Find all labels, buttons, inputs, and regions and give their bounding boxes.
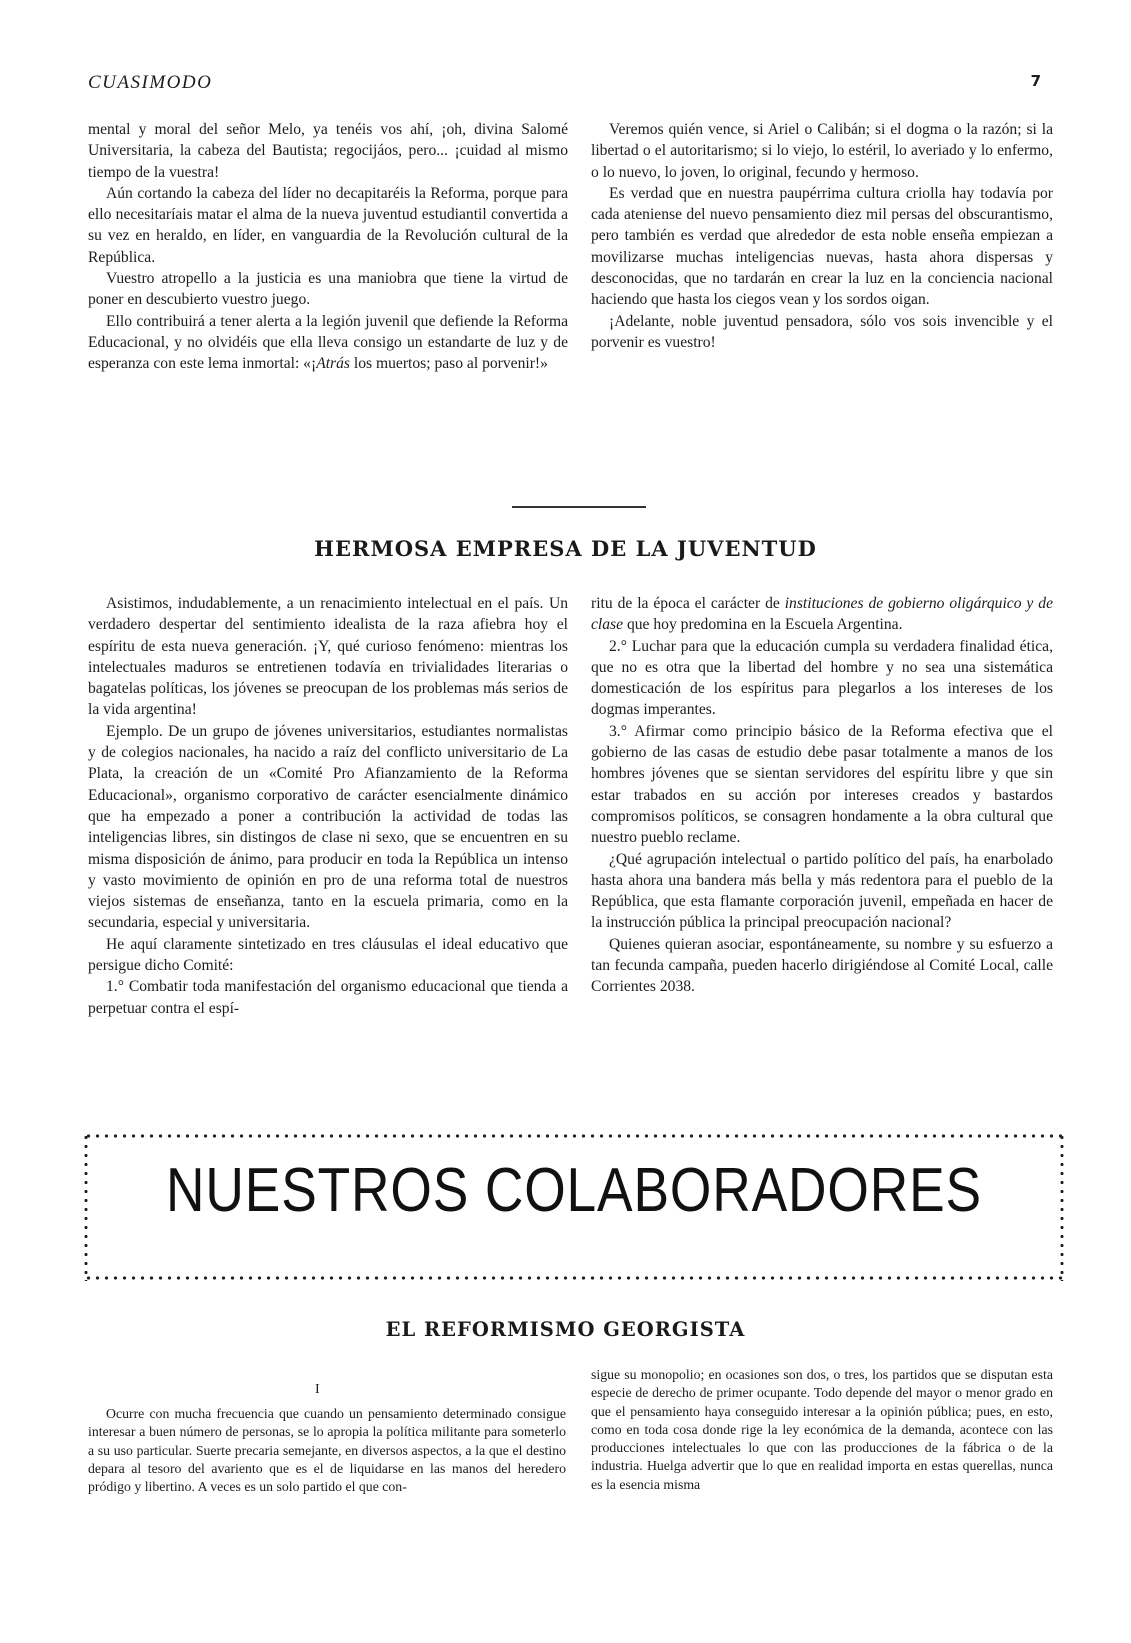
- text-run: que hoy predomina en la Escuela Argentina.: [623, 616, 903, 634]
- paragraph: He aquí claramente sintetizado en tres cláusulas el ideal educativo que persigue dicho Comité:: [88, 935, 568, 975]
- section-numeral: I: [315, 1382, 320, 1397]
- paragraph: mental y moral del señor Melo, ya tenéis vos ahí, ¡oh, divina Salomé Universitaria, la cabeza del Bautista; regocijáos, pero... ¡cuidad al mismo tiempo de la vuestra!: [88, 121, 568, 181]
- paragraph: 1.° Combatir toda manifestación del organismo educacional que tienda a perpetuar contra el espí-: [88, 978, 568, 1017]
- ornamental-border-right: [1060, 1133, 1064, 1281]
- italic-word: Atrás: [316, 355, 350, 373]
- georgista-right-column: [591, 1366, 1053, 1494]
- paragraph: ¡Adelante, noble juventud pensadora, sólo vos sois invencible y el porvenir es vuestro!: [591, 312, 1053, 351]
- banner-title: NUESTROS COLABORADORES: [166, 1156, 982, 1225]
- text-run: ritu de la época el carácter de: [591, 595, 785, 612]
- article-title-juventud: HERMOSA EMPRESA DE LA JUVENTUD: [314, 536, 817, 561]
- ornamental-border-bottom: [84, 1275, 1064, 1281]
- paragraph: sigue su monopolio; en ocasiones son dos, o tres, los partidos que se disputan esta especie de derecho de primer ocupante. Todo depende del mayor o menor grado en que el pensamiento haya conseguido interesar a la opinión pública; pues, en esto, como en toda cosa donde rige la ley económica de la demanda, acontece con las producciones intelectuales lo que con las producciones de la fábrica o de la industria. Huelga advertir que lo que en realidad importa en estas querellas, nunca es la esencia misma: [591, 1367, 1053, 1492]
- paragraph: Ejemplo. De un grupo de jóvenes universitarios, estudiantes normalistas y de colegios nacionales, ha nacido a raíz del conflicto universitario de La Plata, la creación de un «Comité Pro Afianzamiento de la Reforma Educacional», organismo corporativo de carácter esencialmente dinámico que ha empezado a poner a contribución la actividad de todas las inteligencias libres, sin distingos de clase ni sexo, que se encuentren en su misma disposición de ánimo, para producir en toda la República un intenso y vasto movimiento de opinión en pro de una reforma total de nuestros viejos sistemas de enseñanza, tanto en la escuela primaria, como en la secundaria, especial y universitaria.: [88, 722, 568, 932]
- page-number: 7: [1030, 72, 1041, 90]
- paragraph: Asistimos, indudablemente, a un renacimiento intelectual en el país. Un verdadero despertar del sentimiento idealista de la raza afiebra hoy el espíritu de esta nueva generación. ¡Y, qué curioso fenómeno: mientras los intelectuales maduros se entretienen todavía en trivialidades literarias o bagatelas políticas, los jóvenes se preocupan de los problemas más serios de la vida argentina!: [88, 595, 568, 719]
- ornamental-border-left: [84, 1133, 88, 1281]
- paragraph: Vuestro atropello a la justicia es una maniobra que tiene la virtud de poner en descubierto vuestro juego.: [88, 270, 568, 309]
- article-title-georgista: EL REFORMISMO GEORGISTA: [385, 1318, 746, 1341]
- continuation-left-column: [88, 119, 568, 375]
- running-title: CUASIMODO: [88, 72, 213, 93]
- juventud-right-column: [591, 593, 1053, 998]
- page-header: [88, 72, 1043, 96]
- section-separator-rule: [512, 506, 646, 508]
- paragraph: [591, 593, 1053, 636]
- paragraph: [88, 311, 568, 375]
- italic-phrase: instituciones de gobierno oligárquico y de clase: [591, 595, 1053, 634]
- georgista-left-column: [88, 1405, 566, 1496]
- juventud-left-column: [88, 593, 568, 1019]
- ornamental-border-top: [84, 1133, 1064, 1139]
- paragraph: Ocurre con mucha frecuencia que cuando un pensamiento determinado consigue interesar a buen número de personas, se lo apropia la política militante para someterlo a su uso particular. Suerte precaria semejante, en diversos aspectos, a la que el destino depara al tesoro del avariento que es el de liquidarse en las manos del heredero pródigo y libertino. A veces es un solo partido el que con-: [88, 1406, 566, 1495]
- paragraph: Aún cortando la cabeza del líder no decapitaréis la Reforma, porque para ello necesitaríais matar el alma de la nueva juventud estudiantil convertida a su vez en heraldo, en líder, en vanguardia de la Revolución cultural de la República.: [88, 184, 568, 266]
- paragraph: Quienes quieran asociar, espontáneamente, su nombre y su esfuerzo a tan fecunda campaña, pueden hacerlo dirigiéndose al Comité Local, calle Corrientes 2038.: [591, 935, 1053, 996]
- paragraph: Es verdad que en nuestra paupérrima cultura criolla hay todavía por cada ateniense del nuevo pensamiento diez mil persas del obscurantismo, pero también es verdad que alrededor de esta noble enseña empiezan a movilizarse muchas inteligencias nuevas, hasta ahora dispersas y desconocidas, que no tardarán en crear la luz en la conciencia nacional haciendo que hasta los ciegos vean y los sordos oigan.: [591, 184, 1053, 309]
- continuation-right-column: [591, 119, 1053, 353]
- paragraph: ¿Qué agrupación intelectual o partido político del país, ha enarbolado hasta ahora una bandera más bella y más redentora para el pueblo de la República, que esta flamante corporación juvenil, empeñada en hacer de la instrucción pública la principal preocupación nacional?: [591, 850, 1053, 932]
- text-run: Ello contribuirá a tener alerta a la legión juvenil que defiende la Reforma Educacional, y no olvidéis que ella lleva consigo un estandarte de luz y de esperanza con este lema inmortal: «¡: [88, 312, 568, 373]
- paragraph: Veremos quién vence, si Ariel o Calibán; si el dogma o la razón; si la libertad o el autoritarismo; si lo viejo, lo estéril, lo averiado y lo enfermo, o lo nuevo, lo joven, lo original, fecundo y hermoso.: [591, 121, 1053, 181]
- section-banner: [84, 1133, 1064, 1281]
- paragraph: 3.° Afirmar como principio básico de la Reforma efectiva que el gobierno de las casas de estudio debe pasar totalmente a manos de los hombres jóvenes que se sientan servidores del espíritu libre y que sin estar trabados en su acción por intereses creados y bastardos compromisos políticos, se consagren hondamente a la obra cultural que nuestro pueblo reclame.: [591, 722, 1053, 847]
- text-run: los muertos; paso al porvenir!»: [349, 355, 548, 373]
- paragraph: 2.° Luchar para que la educación cumpla su verdadera finalidad ética, que no es otra que la libertad del hombre y no sea una sistemática domesticación de los espíritus para plegarlos a los intereses de los dogmas imperantes.: [591, 637, 1053, 719]
